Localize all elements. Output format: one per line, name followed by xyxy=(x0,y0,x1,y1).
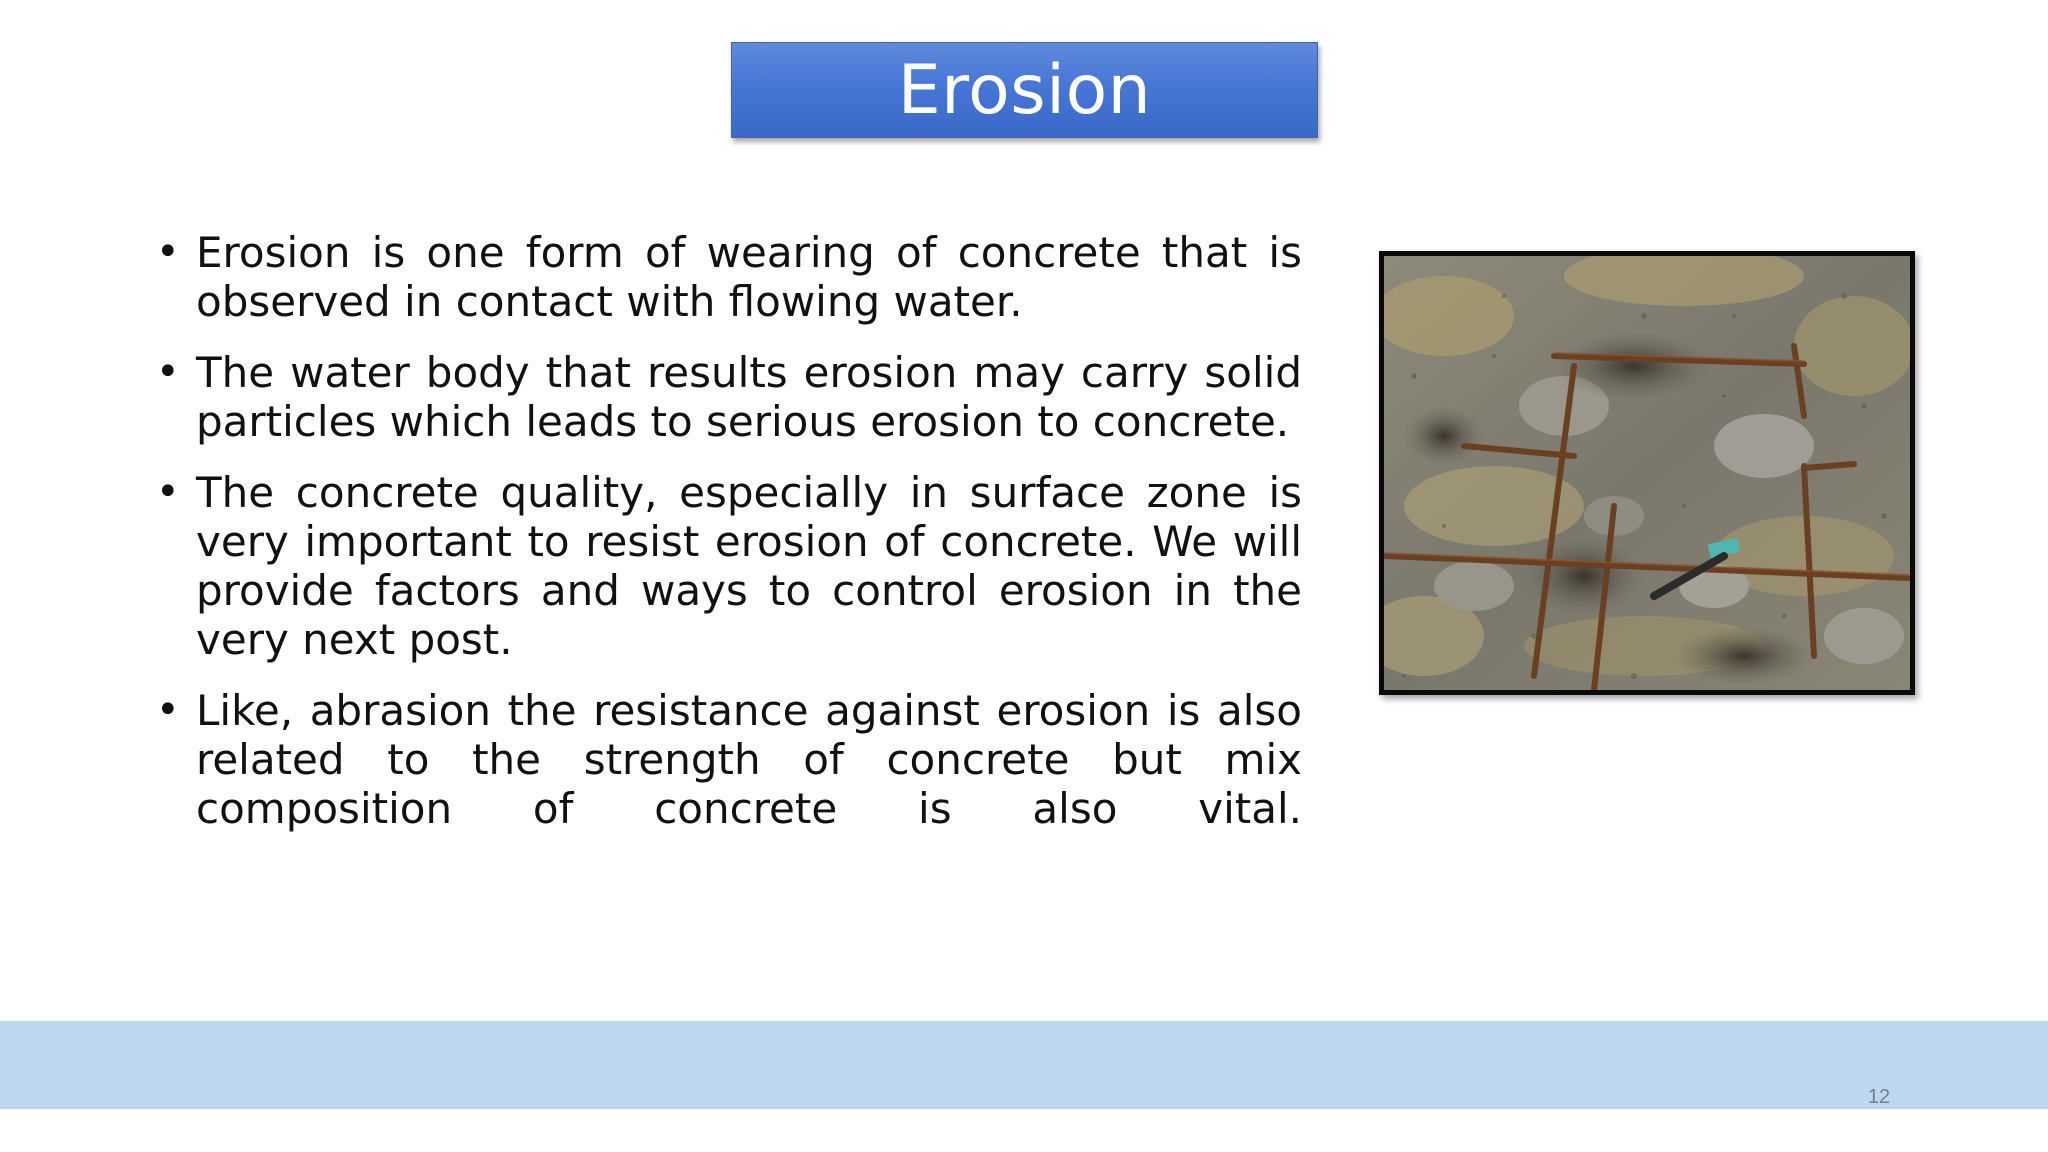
bullet-item xyxy=(152,228,1302,326)
page-number: 12 xyxy=(1867,1086,1891,1108)
eroded-concrete-photo xyxy=(1379,251,1915,695)
title-banner xyxy=(731,42,1318,138)
bullet-text: The water body that results erosion may carry solid particles which leads to serious erosion to concrete. xyxy=(196,348,1302,446)
bullet-glyph: • xyxy=(156,469,180,515)
bullet-list xyxy=(152,228,1302,855)
bullet-glyph: • xyxy=(156,687,180,733)
bullet-text: The concrete quality, especially in surface zone is very important to resist erosion of concrete. We will provide factors and ways to control erosion in the very next post. xyxy=(196,468,1302,664)
bullet-text: Erosion is one form of wearing of concrete that is observed in contact with flowing water. xyxy=(196,228,1302,326)
bullet-item xyxy=(152,468,1302,664)
bullet-text: Like, abrasion the resistance against erosion is also related to the strength of concrete but mix composition of concrete is also vital. xyxy=(196,686,1302,833)
bullet-item xyxy=(152,686,1302,833)
bullet-item xyxy=(152,348,1302,446)
bullet-glyph: • xyxy=(156,349,180,395)
photo-illustration xyxy=(1384,256,1910,690)
slide-title: Erosion xyxy=(897,51,1152,130)
bullet-glyph: • xyxy=(156,229,180,275)
footer-band xyxy=(0,1021,2048,1109)
